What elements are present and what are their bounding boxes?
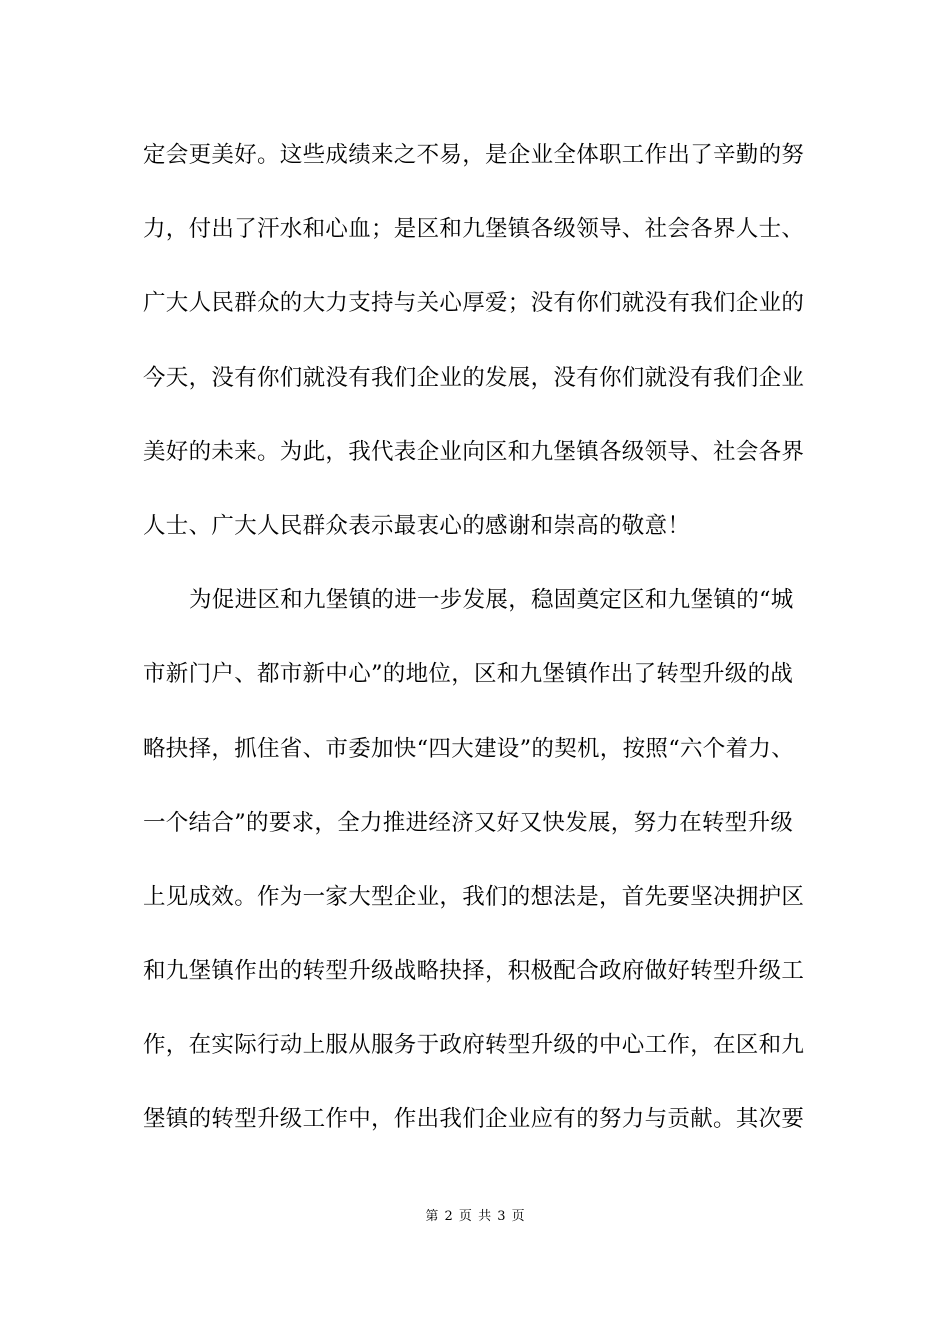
paragraph-start-line: 为促进区和九堡镇的进一步发展，稳固奠定区和九堡镇的“城 <box>189 587 794 614</box>
footer-prefix: 第 <box>425 1209 439 1224</box>
text-line: 力，付出了汗水和心血；是区和九堡镇各级领导、社会各界人士、 <box>143 216 805 243</box>
text-line: 市新门户、都市新中心”的地位，区和九堡镇作出了转型升级的战 <box>143 661 794 688</box>
text-line: 美好的未来。为此，我代表企业向区和九堡镇各级领导、社会各界 <box>143 438 805 465</box>
body-text <box>143 130 823 1169</box>
text-line: 堡镇的转型升级工作中，作出我们企业应有的努力与贡献。其次要 <box>143 1106 805 1133</box>
text-line: 和九堡镇作出的转型升级战略抉择，积极配合政府做好转型升级工 <box>143 958 805 985</box>
total-pages-number: 3 <box>497 1209 506 1224</box>
text-line: 广大人民群众的大力支持与关心厚爱；没有你们就没有我们企业的 <box>143 290 805 317</box>
text-line: 今天，没有你们就没有我们企业的发展，没有你们就没有我们企业 <box>143 364 805 391</box>
text-line: 一个结合”的要求，全力推进经济又好又快发展，努力在转型升级 <box>143 809 794 836</box>
text-line: 略抉择，抓住省、市委加快“四大建设”的契机，按照“六个着力、 <box>143 735 795 762</box>
text-line: 定会更美好。这些成绩来之不易，是企业全体职工作出了辛勤的努 <box>143 142 805 168</box>
page-footer <box>0 1207 950 1227</box>
footer-page-label: 页 <box>458 1209 472 1224</box>
text-line: 上见成效。作为一家大型企业，我们的想法是，首先要坚决拥护区 <box>143 883 805 910</box>
text-line: 人士、广大人民群众表示最衷心的感谢和崇高的敬意！ <box>143 512 691 539</box>
current-page-number: 2 <box>444 1209 453 1224</box>
footer-suffix: 页 <box>511 1209 525 1224</box>
footer-total-label: 共 <box>478 1209 492 1224</box>
text-line: 作，在实际行动上服从服务于政府转型升级的中心工作，在区和九 <box>143 1032 805 1059</box>
